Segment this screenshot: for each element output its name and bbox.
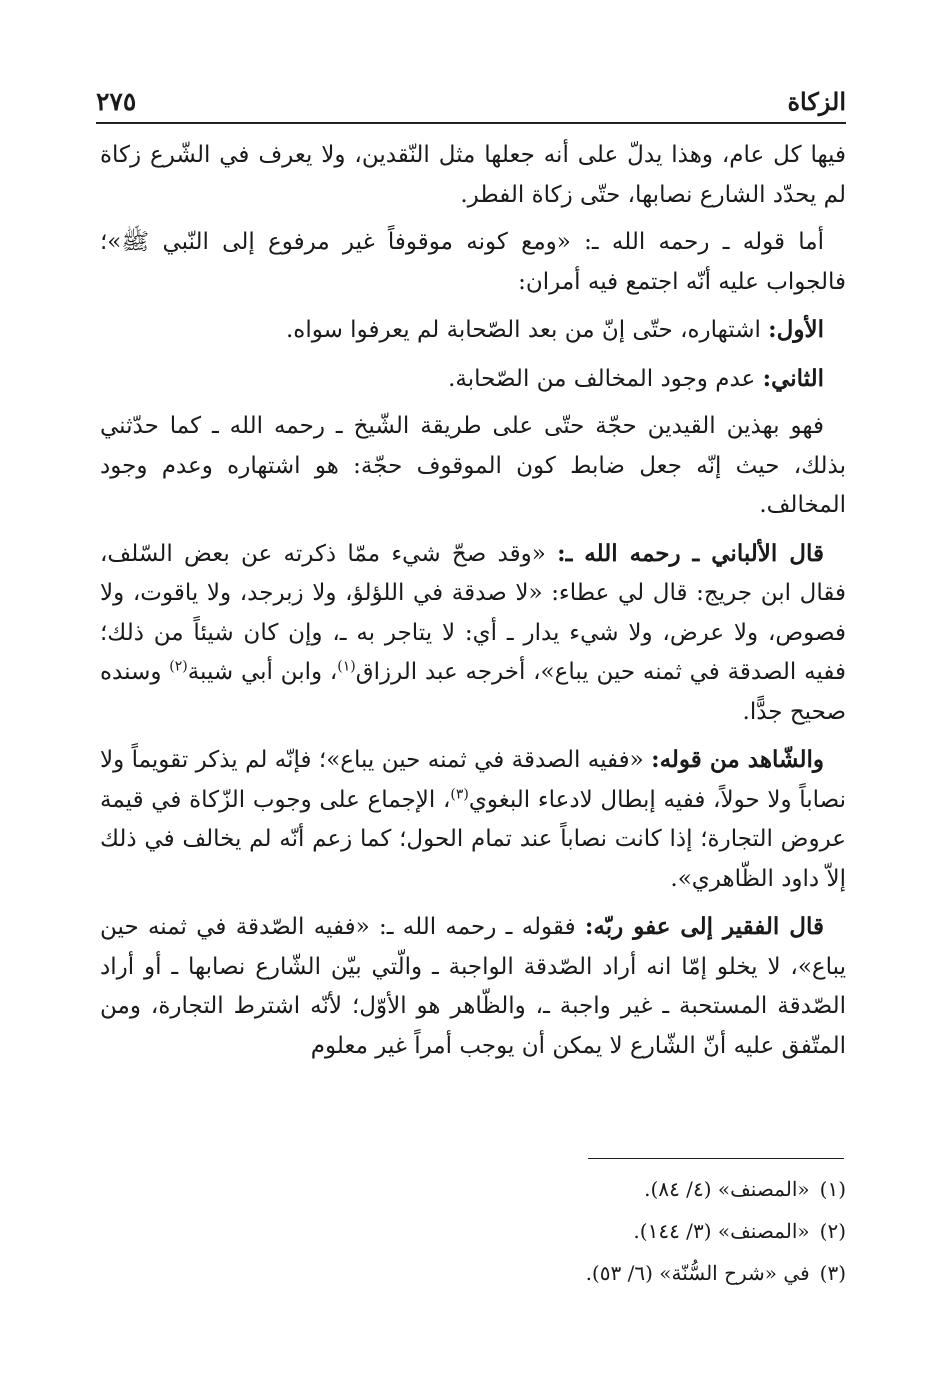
footnote-number: (٣) — [819, 1261, 846, 1285]
paragraph — [100, 223, 846, 302]
paragraph-text: أما قوله ـ رحمه الله ـ: «ومع كونه موقوفاً غير مرفوع إلى النّبي ﷺ»؛ فالجواب عليه أنّه اجتمع فيه أمران: — [100, 229, 846, 295]
running-title: الزكاة — [787, 87, 846, 116]
paragraph — [100, 407, 846, 526]
paragraph — [100, 534, 846, 733]
footnote-ref[interactable]: (٢) — [169, 658, 188, 675]
footnote-ref[interactable]: (٣) — [450, 785, 469, 802]
footnote-separator — [588, 1158, 844, 1159]
footnote — [300, 1252, 846, 1294]
footnote-number: (٢) — [819, 1219, 846, 1243]
paragraph-lead: قال الألباني ـ رحمه الله ـ: — [557, 539, 824, 567]
footnote-number: (١) — [819, 1177, 846, 1201]
paragraph-text: وسنده صحيح جدًّا. — [100, 659, 846, 725]
footnote-text: في «شرح السُّنّة» (٦/ ٥٣). — [585, 1261, 810, 1285]
paragraph-text: ، وابن أبي شيبة — [187, 659, 338, 685]
footnote-ref[interactable]: (١) — [337, 658, 356, 675]
paragraph — [100, 310, 846, 351]
paragraph-lead: قال الفقير إلى عفو ربّه: — [584, 913, 825, 940]
paragraph-text: اشتهاره، حتّى إنّ من بعد الصّحابة لم يعرفوا سواه. — [285, 317, 769, 343]
paragraph — [100, 136, 846, 215]
paragraph-text: عدم وجود المخالف من الصّحابة. — [448, 365, 763, 392]
paragraph-text: ، الإجماع على وجوب الزّكاة في قيمة عروض التجارة؛ إذا كانت نصاباً عند تمام الحول؛ كما زعم أنّه لم يخالف في ذلك إلاّ داود الظّاهري». — [100, 786, 846, 892]
paragraph — [100, 907, 846, 1066]
footnote — [300, 1210, 846, 1252]
paragraph-lead: الأول: — [768, 316, 824, 343]
paragraph-text: فقوله ـ رحمه الله ـ: «ففيه الصّدقة في ثمنه حين يباع»، لا يخلو إمّا انه أراد الصّدقة الواجبة ـ والّتي بيّن الشّارع نصابها ـ أو أراد الصّدقة المستحبة ـ غير واجبة ـ، والظّاهر هو الأوّل؛ لأنّه اشترط التجارة، ومن المتّفق عليه أنّ الشّارع لا يمكن أن يوجب أمراً غير معلوم — [100, 914, 846, 1059]
paragraph-text: «وقد صحّ شيء ممّا ذكرته عن بعض السّلف، فقال ابن جريج: قال لي عطاء: «لا صدقة في اللؤلؤ، ولا زبرجد، ولا ياقوت، ولا فصوص، ولا عرض، ولا شيء يدار ـ أي: لا يتاجر به ـ، وإن كان شيئاً من ذلك؛ ففيه الصدقة في ثمنه حين يباع»، أخرجه عبد الرزاق — [100, 540, 846, 685]
paragraph-lead: والشّاهد من قوله: — [651, 746, 824, 773]
header-rule — [96, 122, 846, 124]
footnote-text: «المصنف» (٣/ ١٤٤). — [633, 1219, 810, 1243]
page-header — [96, 66, 846, 116]
footnotes — [300, 1168, 846, 1294]
paragraph-text: «ففيه الصدقة في ثمنه حين يباع»؛ فإنّه لم يذكر تقويماً ولا نصاباً ولا حولاً، ففيه إبطال لادعاء البغوي — [100, 747, 847, 813]
page-number: ٢٧٥ — [96, 87, 137, 116]
paragraph-text: فهو بهذين القيدين حجّة حتّى على طريقة الشّيخ ـ رحمه الله ـ كما حدّثني بذلك، حيث إنّه جعل ضابط كون الموقوف حجّة: هو اشتهاره وعدم وجود المخالف. — [100, 413, 846, 518]
paragraph-text: فيها كل عام، وهذا يدلّ على أنه جعلها مثل النّقدين، ولا يعرف في الشّرع زكاة لم يحدّد الشارع نصابها، حتّى زكاة الفطر. — [100, 142, 846, 208]
paragraph-lead: الثاني: — [762, 364, 824, 392]
footnote — [300, 1168, 846, 1210]
paragraph — [100, 359, 846, 400]
paragraph — [100, 740, 846, 899]
footnote-text: «المصنف» (٤/ ٨٤). — [644, 1177, 810, 1201]
body-text — [100, 136, 846, 1074]
